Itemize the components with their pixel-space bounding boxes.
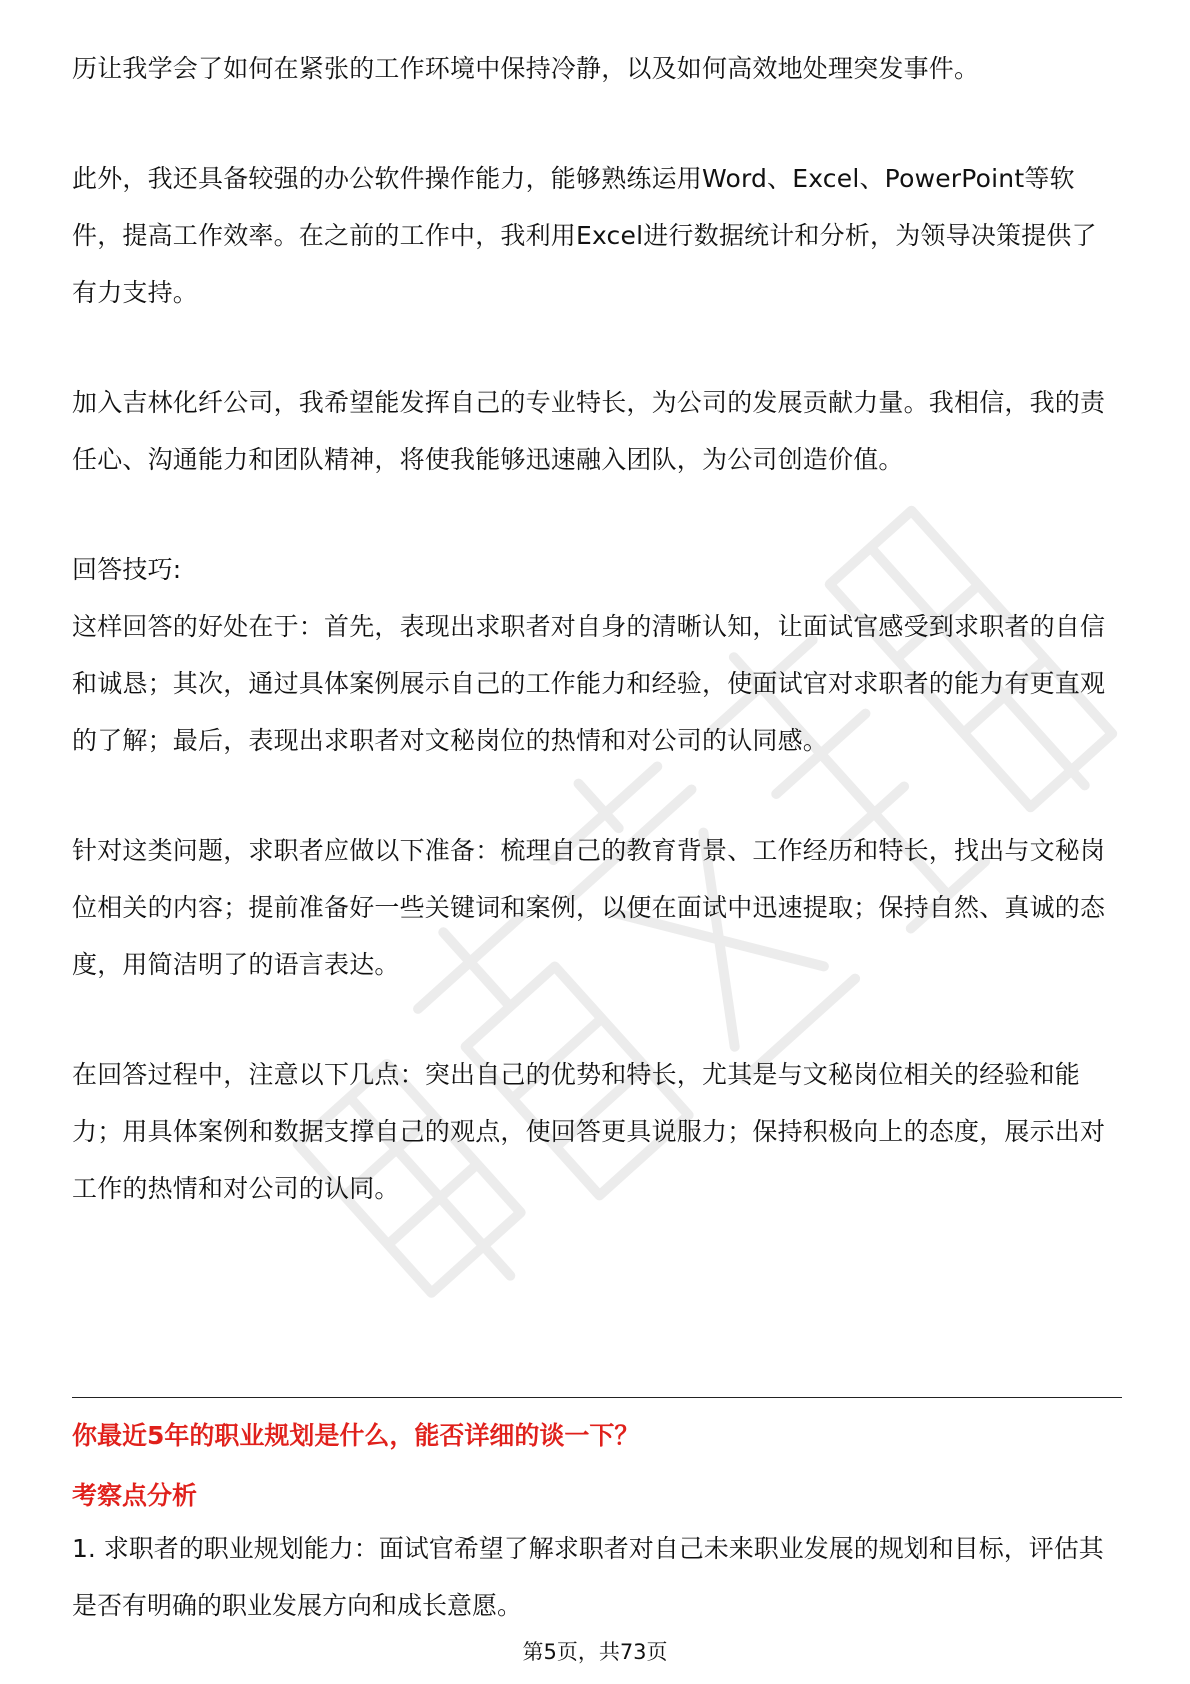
spacer xyxy=(72,97,1122,150)
paragraph-1: 历让我学会了如何在紧张的工作环境中保持冷静，以及如何高效地处理突发事件。 xyxy=(72,54,980,83)
analysis-heading: 考察点分析 xyxy=(72,1481,198,1510)
paragraph-2: 此外，我还具备较强的办公软件操作能力，能够熟练运用Word、Excel、PowerPoint等软件，提高工作效率。在之前的工作中，我利用Excel进行数据统计和分析，为领导决策提供了有力支持。 xyxy=(72,164,1097,307)
spacer xyxy=(72,321,1122,374)
question-heading: 你最近5年的职业规划是什么，能否详细的谈一下？ xyxy=(72,1421,640,1450)
tips-heading: 回答技巧: xyxy=(72,555,182,584)
analysis-item-1: 1. 求职者的职业规划能力：面试官希望了解求职者对自己未来职业发展的规划和目标，评估其是否有明确的职业发展方向和成长意愿。 xyxy=(72,1534,1104,1620)
spacer xyxy=(72,993,1122,1046)
paragraph-3: 加入吉林化纤公司，我希望能发挥自己的专业特长，为公司的发展贡献力量。我相信，我的责任心、沟通能力和团队精神，将使我能够迅速融入团队，为公司创造价值。 xyxy=(72,388,1106,474)
tips-paragraph-3: 在回答过程中，注意以下几点：突出自己的优势和特长，尤其是与文秘岗位相关的经验和能力；用具体案例和数据支撑自己的观点，使回答更具说服力；保持积极向上的态度，展示出对工作的热情和对公司的认同。 xyxy=(72,1060,1106,1203)
spacer xyxy=(72,488,1122,541)
page-number: 第5页，共73页 xyxy=(522,1640,668,1664)
body-content xyxy=(72,40,1122,1217)
section-divider xyxy=(72,1397,1122,1398)
tips-paragraph-1: 这样回答的好处在于：首先，表现出求职者对自身的清晰认知，让面试官感受到求职者的自信和诚恳；其次，通过具体案例展示自己的工作能力和经验，使面试官对求职者的能力有更直观的了解；最后，表现出求职者对文秘岗位的热情和对公司的认同感。 xyxy=(72,612,1106,755)
spacer xyxy=(72,769,1122,822)
tips-paragraph-2: 针对这类问题，求职者应做以下准备：梳理自己的教育背景、工作经历和特长，找出与文秘岗位相关的内容；提前准备好一些关键词和案例，以便在面试中迅速提取；保持自然、真诚的态度，用简洁明了的语言表达。 xyxy=(72,836,1106,979)
